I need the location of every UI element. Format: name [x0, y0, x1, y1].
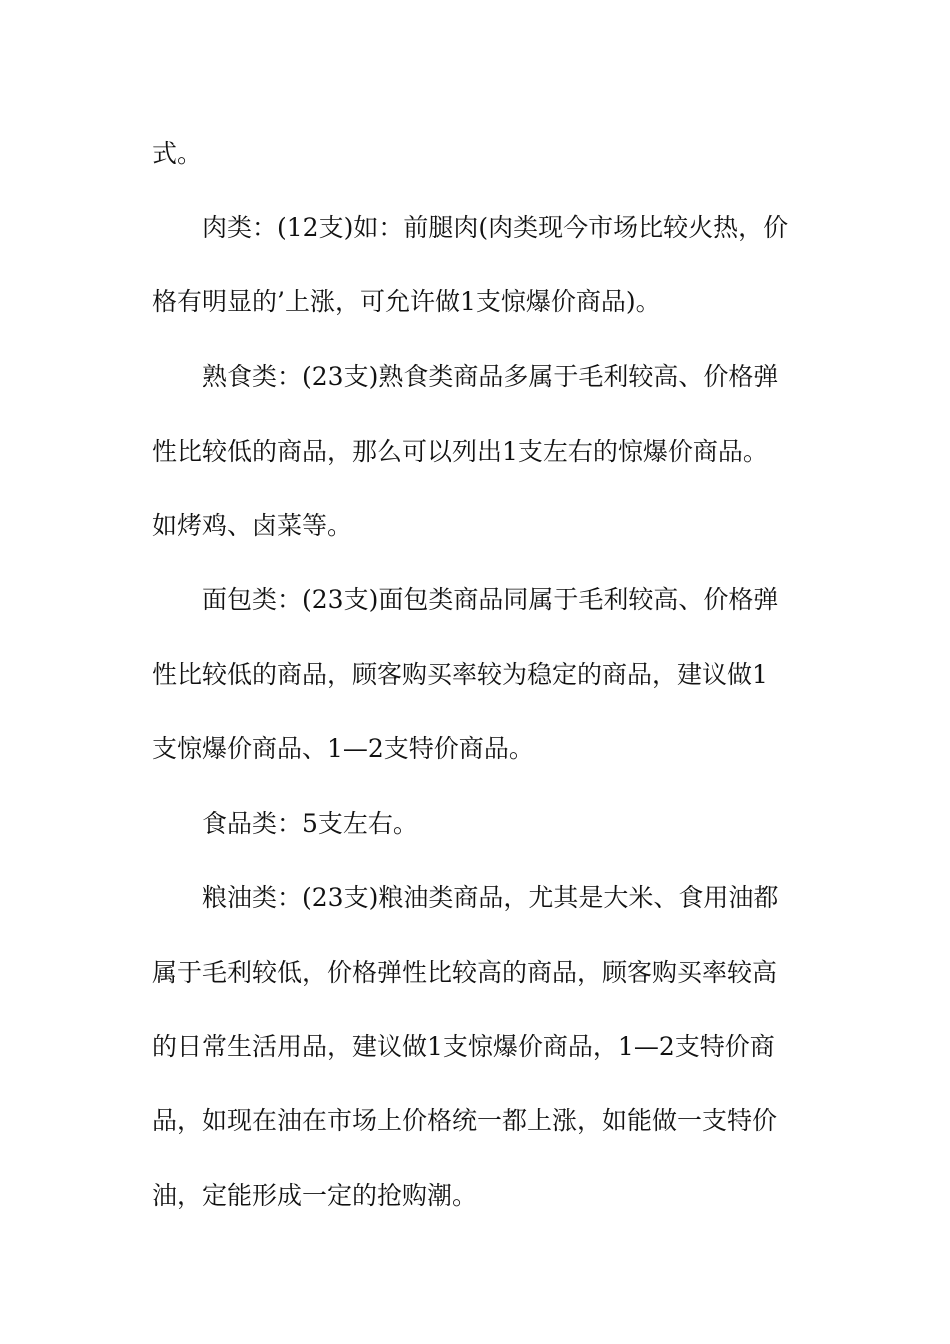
paragraph-deli-line: 如烤鸡、卤菜等。 [152, 511, 353, 540]
paragraph-deli-line: 性比较低的商品，那么可以列出1支左右的惊爆价商品。 [152, 437, 768, 466]
paragraph-bread-line: 面包类：(23支)面包类商品同属于毛利较高、价格弹 [202, 585, 779, 614]
paragraph-grain-oil-line: 属于毛利较低，价格弹性比较高的商品，顾客购买率较高 [152, 958, 778, 987]
paragraph-bread-line: 支惊爆价商品、1—2支特价商品。 [152, 734, 534, 763]
paragraph-grain-oil-line: 的日常生活用品，建议做1支惊爆价商品，1—2支特价商 [152, 1032, 775, 1061]
paragraph-food-line: 食品类：5支左右。 [202, 809, 418, 838]
paragraph-meat-line: 肉类：(12支)如：前腿肉(肉类现今市场比较火热，价 [202, 213, 789, 242]
paragraph-deli-line: 熟食类：(23支)熟食类商品多属于毛利较高、价格弹 [202, 362, 779, 391]
paragraph-grain-oil-line: 油，定能形成一定的抢购潮。 [152, 1181, 478, 1210]
paragraph-bread-line: 性比较低的商品，顾客购买率较为稳定的商品，建议做1 [152, 660, 768, 689]
paragraph-grain-oil-line: 粮油类：(23支)粮油类商品，尤其是大米、食用油都 [202, 883, 779, 912]
paragraph-grain-oil-line: 品，如现在油在市场上价格统一都上涨，如能做一支特价 [152, 1106, 778, 1135]
paragraph-meat-line: 格有明显的’上涨，可允许做1支惊爆价商品)。 [152, 287, 661, 316]
text-line: 式。 [152, 139, 203, 168]
